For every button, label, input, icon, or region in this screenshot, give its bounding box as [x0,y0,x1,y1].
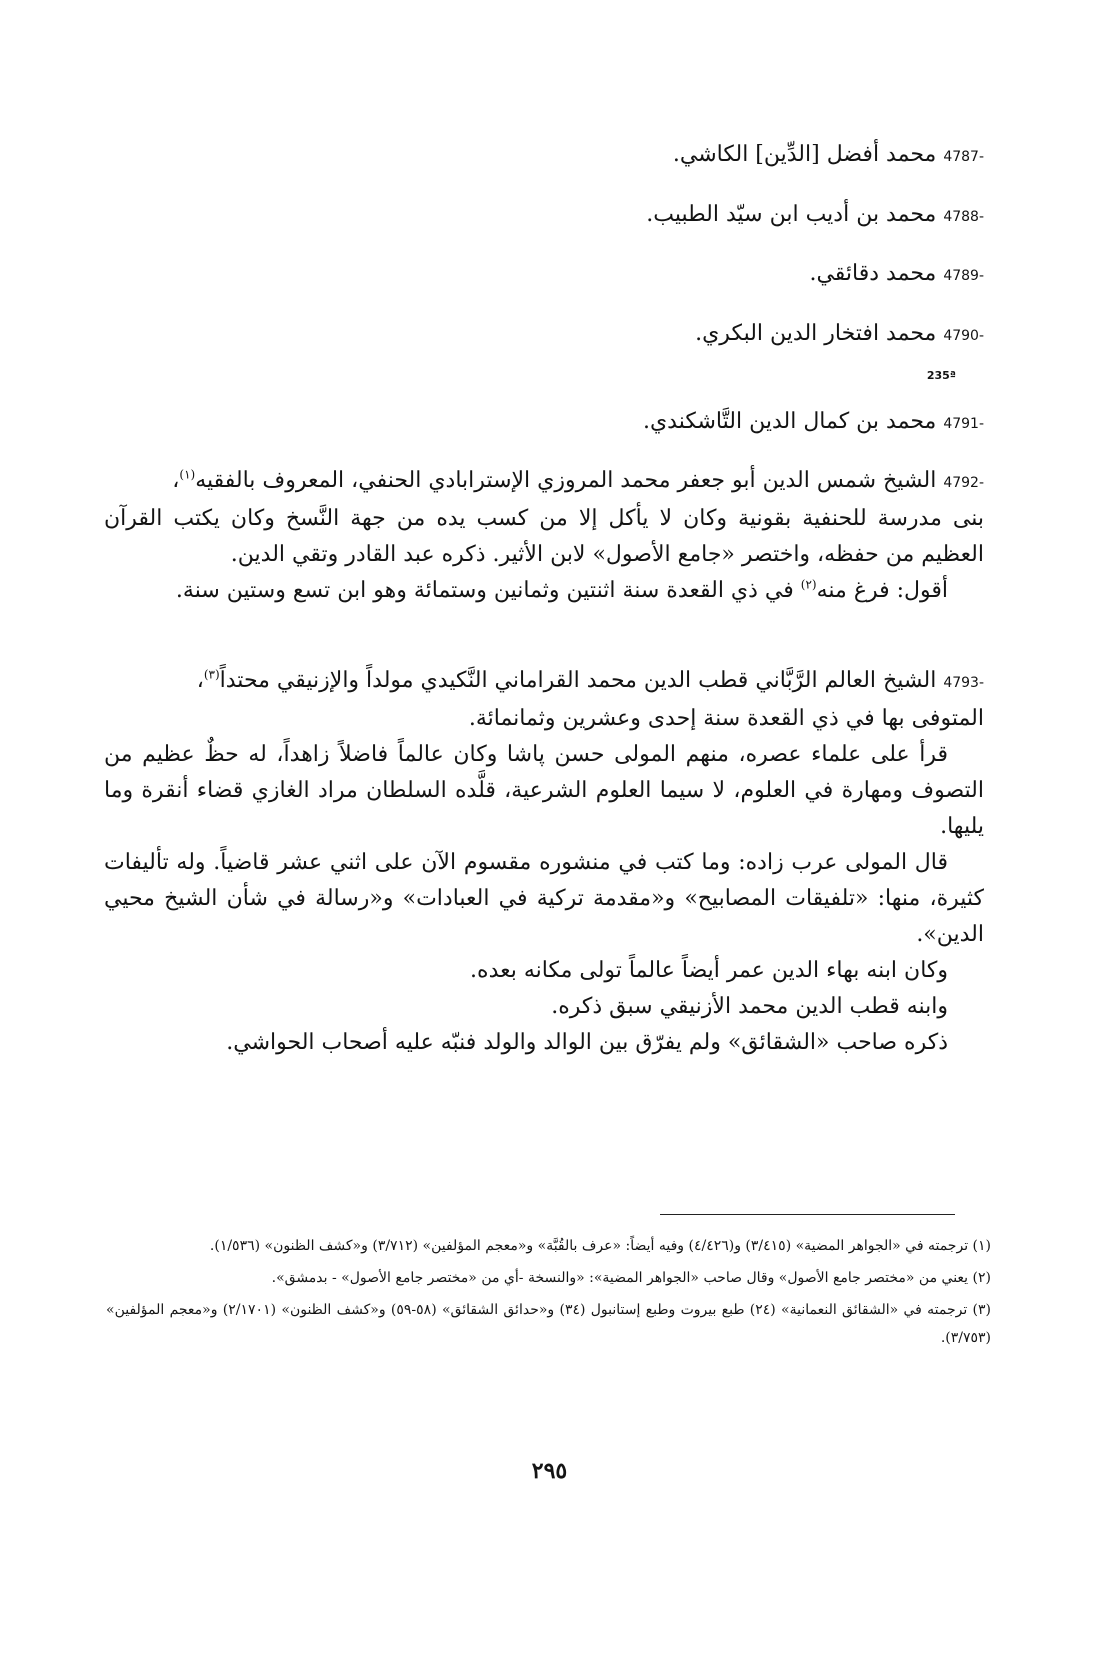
entry-body: بنى مدرسة للحنفية بقونية وكان لا يأكل إلا من كسب يده من جهة النَّسخ وكان يكتب القرآن العظيم من حفظه، واختصر «جامع الأصول» لابن الأثير. ذكره عبد القادر وتقي الدين. [104,506,984,567]
paragraph-text: وابنه قطب الدين محمد الأزنيقي سبق ذكره. [551,994,948,1019]
paragraph [104,1025,984,1061]
paragraph-text: قال المولى عرب زاده: وما كتب في منشوره مقسوم الآن على اثني عشر قاضياً. وله تأليفات كثيرة، منها: «تلفيقات المصابيح» و«مقدمة تركية في العبادات» و«رسالة في شأن الشيخ محيي الدين». [104,850,984,947]
paragraph-text: وكان ابنه بهاء الدين عمر أيضاً عالماً تولى مكانه بعده. [470,958,948,983]
entry-text: محمد أفضل [الدِّين] الكاشي. [672,142,937,167]
entry-4793 [104,663,984,1061]
paragraph [104,845,984,953]
punctuation: ، [196,668,204,693]
paragraph-text: ذكره صاحب «الشقائق» ولم يفرّق بين الوالد والولد فنبّه عليه أصحاب الحواشي. [226,1030,948,1055]
note-end: في ذي القعدة سنة اثنتين وثمانين وستمائة وهو ابن تسع وستين سنة. [175,578,801,603]
author-note [104,573,984,609]
footnote-1: (١) ترجمته في «الجواهر المضية» (٣/٤١٥) و(٤/٤٢٦) وفيه أيضاً: «عرف بالقُبَّة» و«معجم المؤلفين» (٣/٧١٢) و«كشف الظنون» (١/٥٣٦). [209,1238,991,1254]
entry-number: 4789- [943,268,984,284]
footnote-ref-1: (١) [179,467,196,482]
footnote-3: (٣) ترجمته في «الشقائق النعمانية» (٢٤) طبع بيروت وطبع إستانبول (٣٤) و«حدائق الشقائق» (٥٨-٥٩) و«كشف الظنون» (٢/١٧٠١) و«معجم المؤلفين» (٣/٧٥٣). [106,1302,991,1346]
entry-4787 [673,137,984,175]
entry-number: 4788- [943,209,984,225]
entry-text: محمد دقائقي. [809,261,937,286]
page-number: ٢٩٥ [531,1458,568,1484]
entry-title: الشيخ شمس الدين أبو جعفر محمد المروزي الإسترابادي الحنفي، المعروف بالفقيه [195,468,937,493]
entry-4788 [646,197,984,235]
note-start: أقول: فرغ منه [816,578,948,603]
paragraph-text: قرأ على علماء عصره، منهم المولى حسن پاشا وكان عالماً فاضلاً زاهداً، له حظٌ عظيم من التصوف ومهارة في العلوم، لا سيما العلوم الشرعية، قلَّده السلطان مراد الغازي قضاء أنقرة وما يليها. [104,742,984,839]
footnotes [106,1232,991,1356]
entry-4792 [104,463,984,609]
entry-number: 4792- [943,475,984,491]
entry-text: محمد بن أديب ابن سيّد الطبيب. [646,202,937,227]
footnote-ref-2: (٢) [800,577,817,592]
entry-text: محمد بن كمال الدين التَّاشكندي. [642,409,937,434]
manuscript-folio-marker: 235ª [926,369,956,382]
entry-4789 [809,256,984,294]
entry-number: 4787- [943,149,984,165]
entry-number: 4790- [943,328,984,344]
entry-heading-line [104,663,984,701]
entry-death-line: المتوفى بها في ذي القعدة سنة إحدى وعشرين وثمانمائة. [468,706,984,731]
footnote-2: (٢) يعني من «مختصر جامع الأصول» وقال صاحب «الجواهر المضية»: «والنسخة -أي من «مختصر جامع الأصول» - بدمشق». [271,1270,991,1286]
entry-text: محمد افتخار الدين البكري. [695,321,937,346]
footnote-ref-3: (٣) [203,667,220,682]
entry-title: الشيخ العالم الرَّبَّاني قطب الدين محمد القراماني النَّكيدي مولداً والإزنيقي محتداً [219,668,937,693]
entry-heading-line [104,463,984,501]
entry-number: 4791- [943,416,984,432]
paragraph [104,953,984,989]
paragraph [104,989,984,1025]
entry-number: 4793- [943,675,984,691]
punctuation: ، [172,468,180,493]
entry-4791 [643,404,984,442]
entry-4790 [695,316,984,354]
paragraph [104,737,984,845]
footnote-divider [660,1214,955,1215]
